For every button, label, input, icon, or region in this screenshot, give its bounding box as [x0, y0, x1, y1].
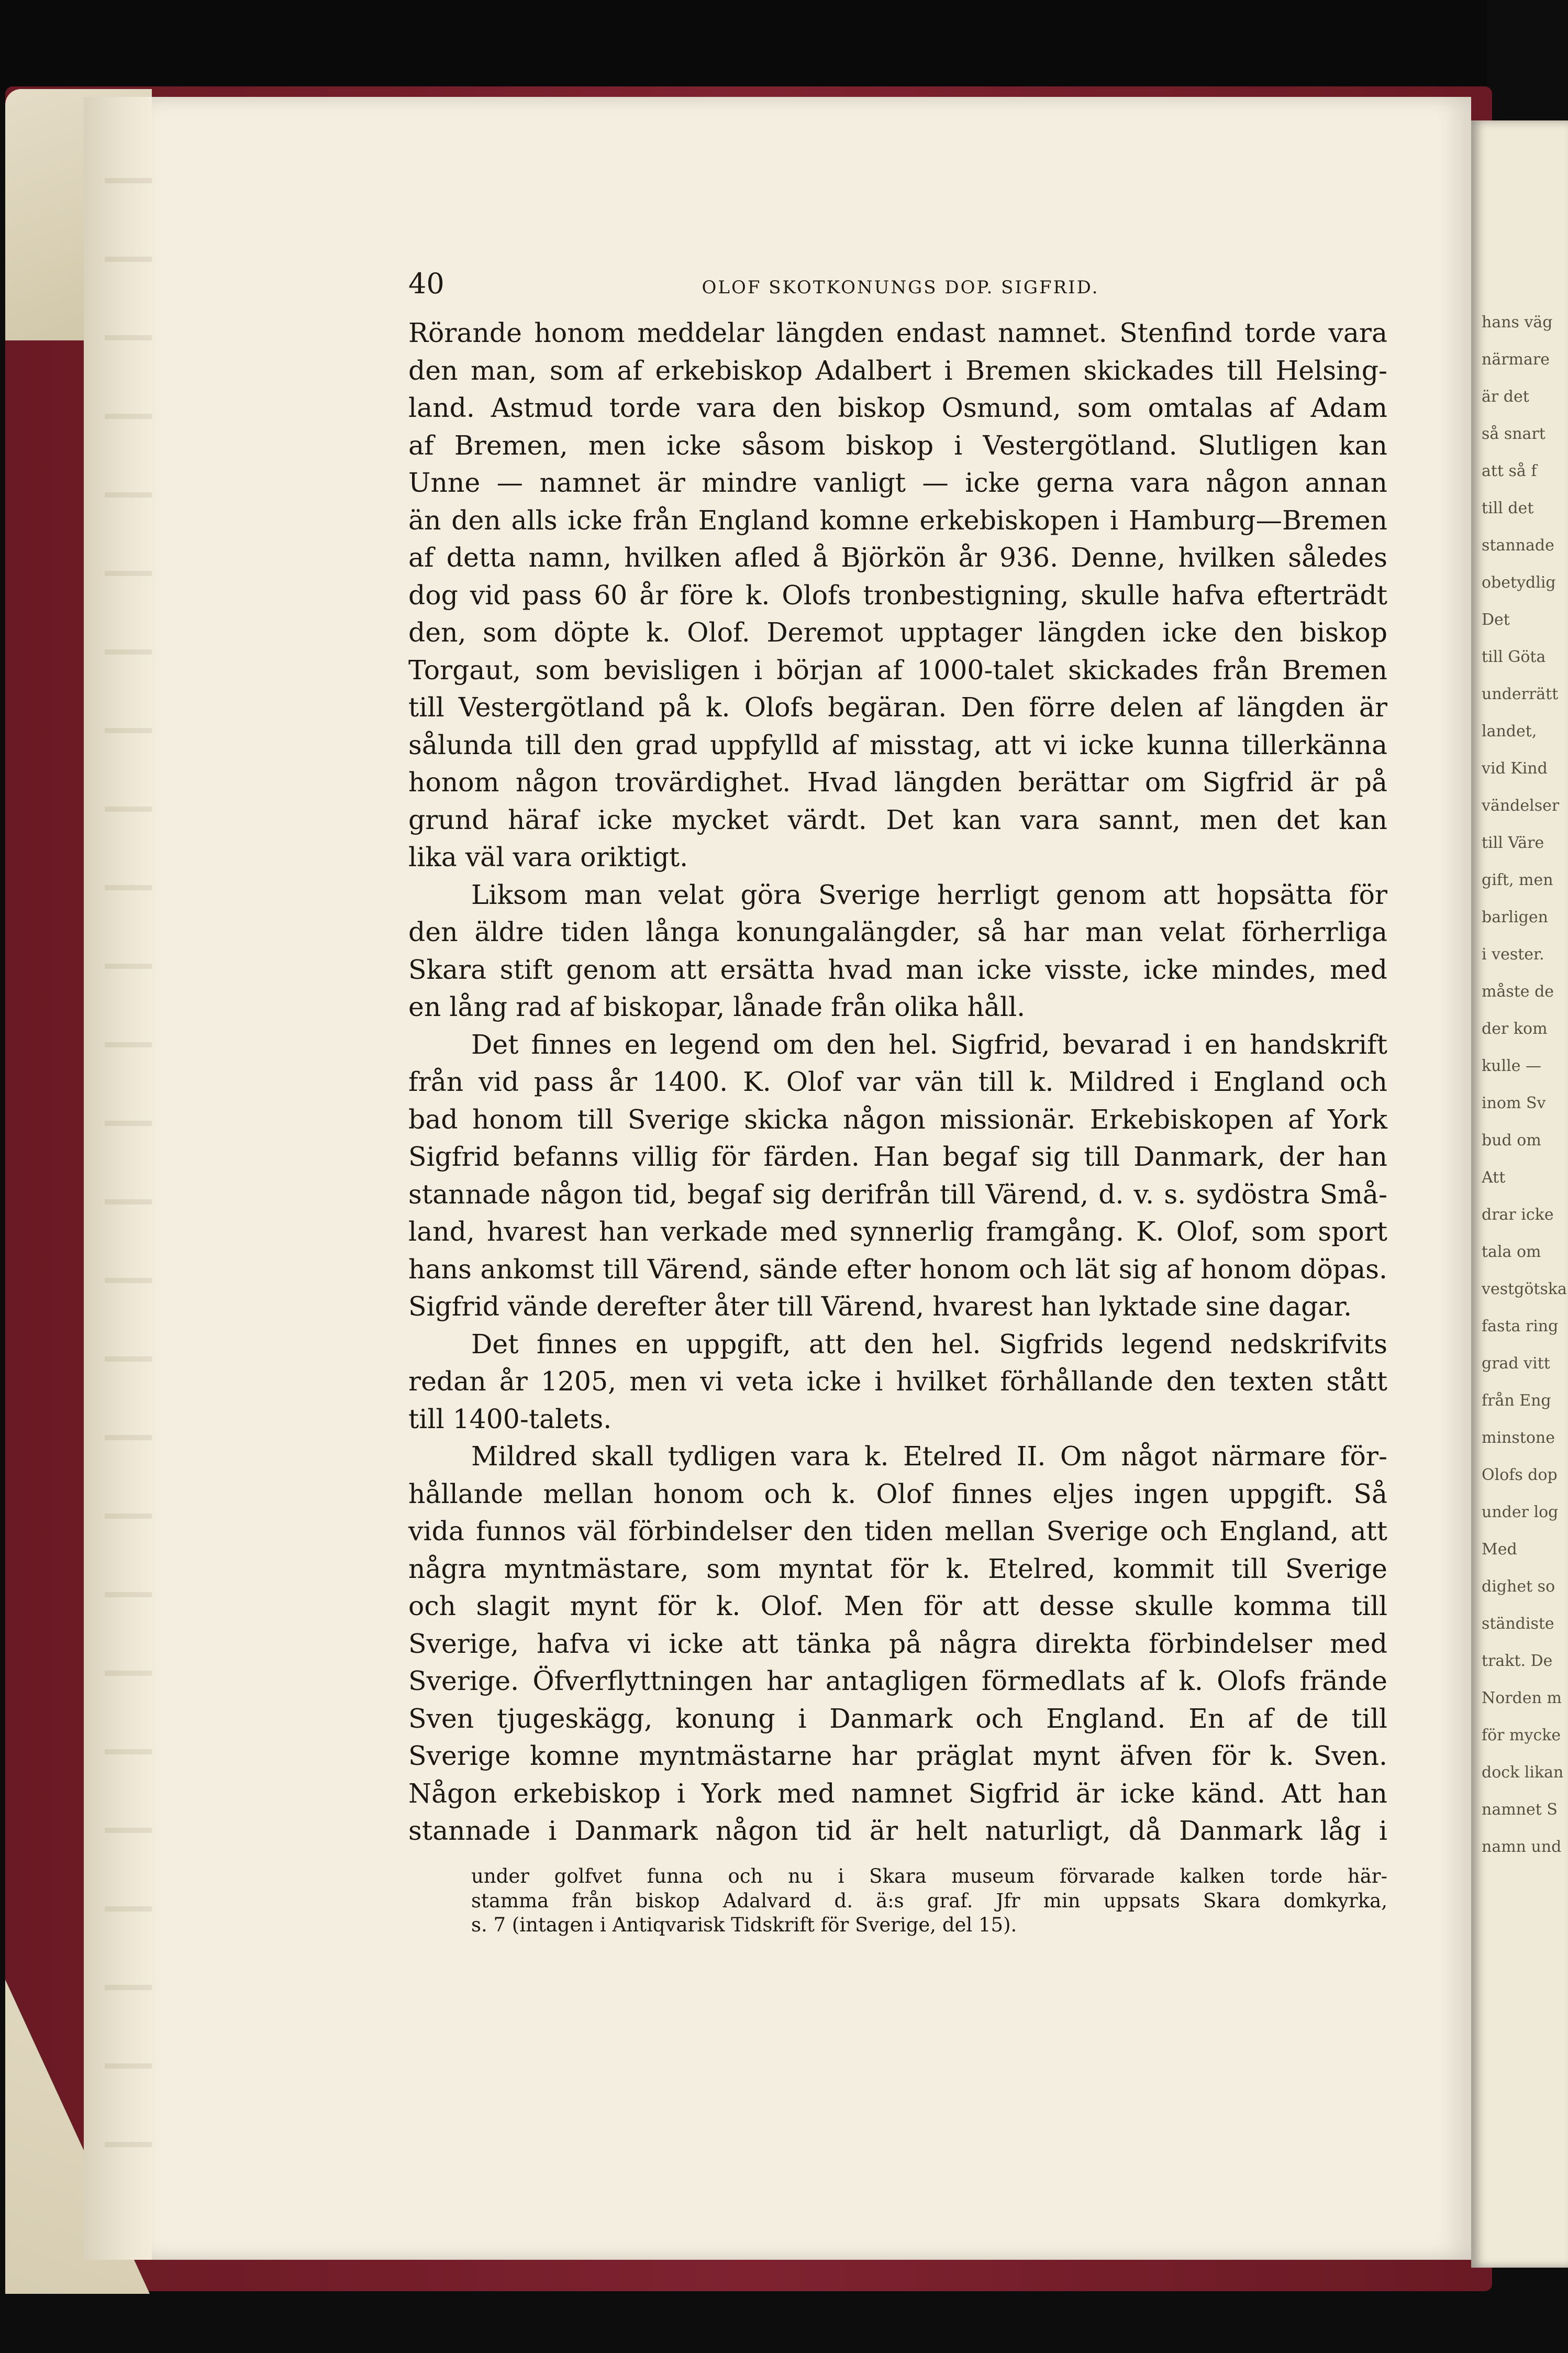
footnote-line: s. 7 (intagen i Antiqvarisk Tidskrift för Sverige, del 15).: [471, 1914, 1017, 1936]
text-line: hans ankomst till Värend, sände efter honom och lät sig af honom döpas.: [408, 1253, 1387, 1285]
facing-page-fragment: fasta ring: [1482, 1317, 1559, 1335]
facing-page-fragment: till Väre: [1482, 834, 1544, 852]
text-line: stannade i Danmark någon tid är helt naturligt, då Danmark låg i: [408, 1815, 1387, 1846]
footnote: [471, 1864, 1387, 1938]
facing-page-fragment: namn und: [1482, 1838, 1562, 1856]
text-line: hållande mellan honom och k. Olof finnes eljes ingen uppgift. Så: [408, 1478, 1387, 1509]
text-line: från vid pass år 1400. K. Olof var vän till k. Mildred i England och: [408, 1066, 1387, 1097]
text-line: Någon erkebiskop i York med namnet Sigfrid är icke känd. Att han: [408, 1777, 1387, 1809]
text-line: sålunda till den grad uppfylld af misstag, att vi icke kunna tillerkänna: [408, 729, 1387, 760]
text-line: Torgaut, som bevisligen i början af 1000-talet skickades från Bremen: [408, 654, 1387, 686]
footnote-line: stamma från biskop Adalvard d. ä:s graf. Jfr min uppsats Skara domkyrka,: [471, 1889, 1387, 1912]
facing-page-fragment: i vester.: [1482, 945, 1544, 964]
text-line: Sverige komne myntmästarne har präglat mynt äfven för k. Sven.: [408, 1740, 1387, 1771]
facing-page-fragment: ständiste: [1482, 1615, 1554, 1633]
text-line: Unne — namnet är mindre vanligt — icke gerna vara någon annan: [408, 467, 1387, 498]
text-line: Sverige, hafva vi icke att tänka på några direkta förbindelser med: [408, 1628, 1387, 1659]
facing-page-fragment: till Göta: [1482, 648, 1546, 666]
text-line: och slagit mynt för k. Olof. Men för att desse skulle komma till: [408, 1590, 1387, 1621]
text-line: Det finnes en legend om den hel. Sigfrid, bevarad i en handskrift: [471, 1029, 1387, 1060]
facing-page-fragment: så snart: [1482, 425, 1545, 443]
text-line: till 1400-talets.: [408, 1403, 612, 1434]
facing-page-fragment: under log: [1482, 1503, 1559, 1521]
facing-page-fragment: tala om: [1482, 1243, 1541, 1261]
text-line: af Bremen, men icke såsom biskop i Vestergötland. Slutligen kan: [408, 429, 1387, 461]
facing-page-fragment: är det: [1482, 388, 1529, 406]
facing-page-fragment: der kom: [1482, 1020, 1548, 1038]
footnote-line: under golfvet funna och nu i Skara museum förvarade kalken torde här-: [471, 1865, 1387, 1887]
facing-page-fragment: Att: [1482, 1168, 1506, 1187]
text-line: till Vestergötland på k. Olofs begäran. Den förre delen af längden är: [408, 692, 1387, 723]
facing-page-fragment: underrätt: [1482, 685, 1559, 703]
text-line: dog vid pass 60 år före k. Olofs tronbestigning, skulle hafva efterträdt: [408, 579, 1387, 611]
facing-page-fragment: Norden m: [1482, 1689, 1562, 1707]
gutter-stains: [105, 105, 152, 2147]
page-number: 40: [408, 267, 444, 300]
facing-page-fragment: Med: [1482, 1540, 1517, 1559]
scan-background: [0, 0, 1487, 92]
text-line: redan år 1205, men vi veta icke i hvilket förhållande den texten stått: [408, 1366, 1387, 1397]
facing-page-fragment: kulle —: [1482, 1057, 1541, 1075]
facing-page-fragment: drar icke: [1482, 1206, 1554, 1224]
facing-page-fragment: vändelser: [1482, 797, 1560, 815]
facing-page-fragment: inom Sv: [1482, 1094, 1546, 1112]
facing-page-fragment: trakt. De: [1482, 1652, 1553, 1670]
facing-page-fragment: obetydlig: [1482, 573, 1556, 592]
body-text: [408, 314, 1387, 1850]
text-line: lika väl vara oriktigt.: [408, 842, 688, 872]
facing-page-fragment: närmare: [1482, 350, 1550, 369]
text-line: Sverige. Öfverflyttningen har antagligen förmedlats af k. Olofs frände: [408, 1665, 1387, 1696]
facing-page-fragment: namnet S: [1482, 1800, 1558, 1819]
facing-page-fragment: att så f: [1482, 462, 1537, 480]
facing-page-fragment: för mycke: [1482, 1726, 1561, 1744]
facing-page-fragment: till det: [1482, 499, 1534, 517]
running-head: OLOF SKOTKONUNGS DOP. SIGFRID.: [702, 277, 1099, 298]
facing-page-fragment: stannade: [1482, 536, 1554, 555]
facing-page-fragment: hans väg: [1482, 313, 1553, 332]
text-line: Mildred skall tydligen vara k. Etelred II. Om något närmare för-: [471, 1441, 1387, 1472]
text-line: Rörande honom meddelar längden endast namnet. Stenfind torde vara: [408, 317, 1387, 348]
text-line: bad honom till Sverige skicka någon missionär. Erkebiskopen af York: [408, 1103, 1387, 1135]
text-line: Skara stift genom att ersätta hvad man icke visste, icke mindes, med: [408, 954, 1387, 985]
facing-page-fragment: landet,: [1482, 722, 1537, 741]
facing-page-text: [1482, 304, 1568, 1865]
text-line: stannade någon tid, begaf sig derifrån till Värend, d. v. s. sydöstra Små-: [408, 1178, 1387, 1210]
facing-page-fragment: gift, men: [1482, 871, 1553, 889]
facing-page-fragment: måste de: [1482, 982, 1554, 1001]
text-line: Det finnes en uppgift, att den hel. Sigfrids legend nedskrifvits: [471, 1328, 1387, 1360]
text-line: honom någon trovärdighet. Hvad längden berättar om Sigfrid är på: [408, 767, 1387, 798]
text-line: den man, som af erkebiskop Adalbert i Bremen skickades till Helsing-: [408, 355, 1387, 386]
text-line: några myntmästare, som myntat för k. Etelred, kommit till Sverige: [408, 1553, 1387, 1584]
facing-page-fragment: vestgötska: [1482, 1280, 1567, 1298]
facing-page-fragment: Det: [1482, 611, 1510, 629]
facing-page-fragment: bud om: [1482, 1131, 1541, 1150]
text-line: Sigfrid vände derefter åter till Värend, hvarest han lyktade sine dagar.: [408, 1291, 1352, 1322]
facing-page-fragment: dock likan: [1482, 1763, 1564, 1782]
text-line: den äldre tiden långa konungalängder, så har man velat förherrliga: [408, 916, 1387, 947]
facing-page-fragment: från Eng: [1482, 1391, 1551, 1410]
page-header: [408, 267, 1382, 300]
facing-page-fragment: vid Kind: [1482, 759, 1548, 778]
facing-page-fragment: barligen: [1482, 908, 1548, 926]
text-line: en lång rad af biskopar, lånade från olika håll.: [408, 991, 1026, 1022]
facing-page-fragment: Olofs dop: [1482, 1466, 1558, 1484]
text-line: Sven tjugeskägg, konung i Danmark och England. En af de till: [408, 1703, 1387, 1734]
text-line: än den alls icke från England komne erkebiskopen i Hamburg—Bremen: [408, 504, 1387, 536]
text-line: Sigfrid befanns villig för färden. Han begaf sig till Danmark, der han: [408, 1141, 1387, 1172]
text-line: vida funnos väl förbindelser den tiden mellan Sverige och England, att: [408, 1516, 1387, 1546]
text-line: den, som döpte k. Olof. Deremot upptager längden icke den biskop: [408, 617, 1387, 648]
facing-page-fragment: grad vitt: [1482, 1354, 1550, 1373]
text-line: land, hvarest han verkade med synnerlig framgång. K. Olof, som sport: [408, 1216, 1387, 1247]
text-line: land. Astmud torde vara den biskop Osmund, som omtalas af Adam: [408, 392, 1387, 423]
facing-page-fragment: minstone: [1482, 1429, 1555, 1447]
text-line: grund häraf icke mycket värdt. Det kan vara sannt, men det kan: [408, 804, 1387, 835]
text-line: Liksom man velat göra Sverige herrligt genom att hopsätta för: [471, 879, 1387, 910]
text-line: af detta namn, hvilken afled å Björkön år 936. Denne, hvilken således: [408, 542, 1387, 573]
facing-page-fragment: dighet so: [1482, 1577, 1555, 1596]
